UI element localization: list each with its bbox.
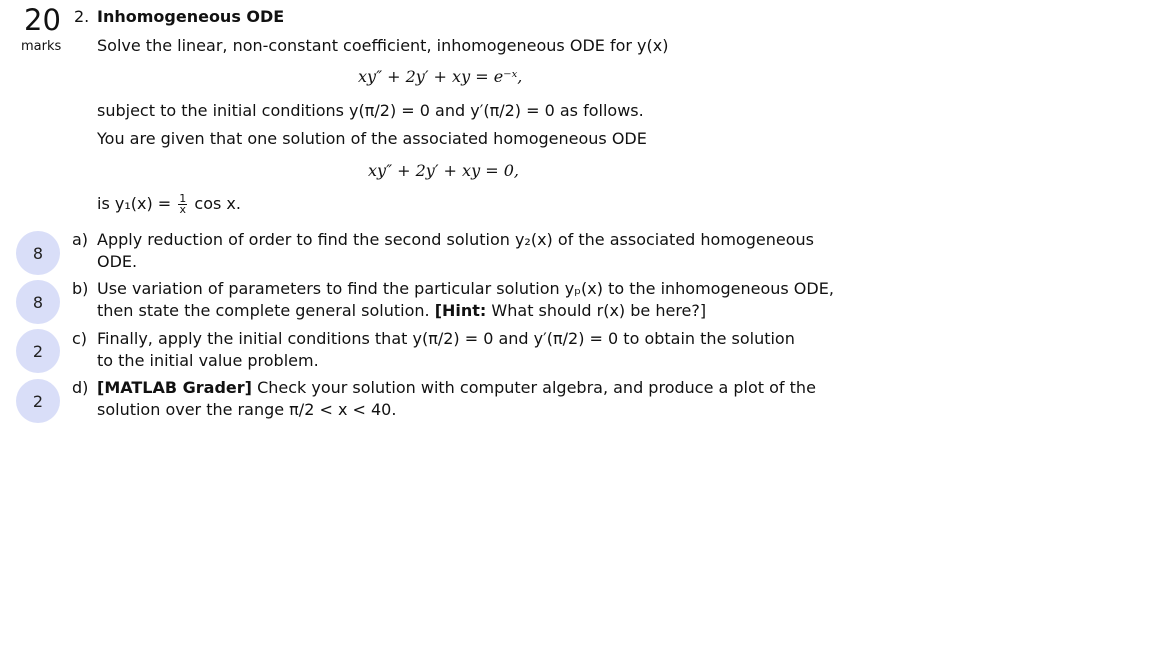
- part-b-marks-badge: 8: [16, 280, 60, 324]
- part-a-line2: ODE.: [97, 252, 138, 271]
- part-b-line1: Use variation of parameters to find the particular solution yₚ(x) to the inhomogeneous ODE,: [97, 279, 834, 298]
- homogeneous-intro: You are given that one solution of the associated homogeneous ODE: [97, 129, 647, 148]
- part-a-marks-badge: 8: [16, 231, 60, 275]
- part-b-line2: [97, 301, 706, 321]
- fraction-denominator: x: [179, 203, 187, 216]
- fraction-numerator: 1: [179, 192, 187, 205]
- fraction: [178, 194, 187, 215]
- part-c-line2: to the initial value problem.: [97, 351, 319, 370]
- part-b-letter: b): [72, 279, 89, 298]
- part-d-line1: [97, 378, 816, 398]
- part-d-line1-text: Check your solution with computer algebra, and produce a plot of the: [257, 378, 816, 397]
- given-solution-prefix: is y₁(x) =: [97, 194, 172, 213]
- part-c-line1: Finally, apply the initial conditions that y(π/2) = 0 and y′(π/2) = 0 to obtain the solution: [97, 329, 795, 348]
- question-title: Inhomogeneous ODE: [97, 7, 285, 26]
- question-intro: Solve the linear, non-constant coefficient, inhomogeneous ODE for y(x): [97, 36, 669, 55]
- part-c-letter: c): [72, 329, 88, 348]
- marks-label: marks: [21, 39, 62, 54]
- question-number: 2.: [74, 7, 90, 26]
- part-b-line2-pre: then state the complete general solution.: [97, 301, 430, 320]
- homogeneous-equation: xy″ + 2y′ + xy = 0,: [368, 161, 519, 180]
- part-b-hint-text: What should r(x) be here?]: [491, 301, 707, 320]
- main-equation: xy″ + 2y′ + xy = e⁻ˣ,: [358, 67, 523, 86]
- part-d-matlab-label: [MATLAB Grader]: [97, 378, 252, 397]
- part-d-marks-badge: 2: [16, 379, 60, 423]
- part-d-letter: d): [72, 378, 89, 397]
- part-d-line2: solution over the range π/2 < x < 40.: [97, 400, 397, 419]
- initial-conditions-text: subject to the initial conditions y(π/2) = 0 and y′(π/2) = 0 as follows.: [97, 101, 644, 120]
- part-a-letter: a): [72, 230, 89, 249]
- part-b-hint-label: [Hint:: [434, 301, 487, 320]
- part-c-marks-badge: 2: [16, 329, 60, 373]
- given-solution-suffix: cos x.: [194, 194, 241, 213]
- given-solution: [97, 194, 241, 215]
- part-a-line1: Apply reduction of order to find the second solution y₂(x) of the associated homogeneous: [97, 230, 814, 249]
- total-marks: 20: [24, 3, 61, 37]
